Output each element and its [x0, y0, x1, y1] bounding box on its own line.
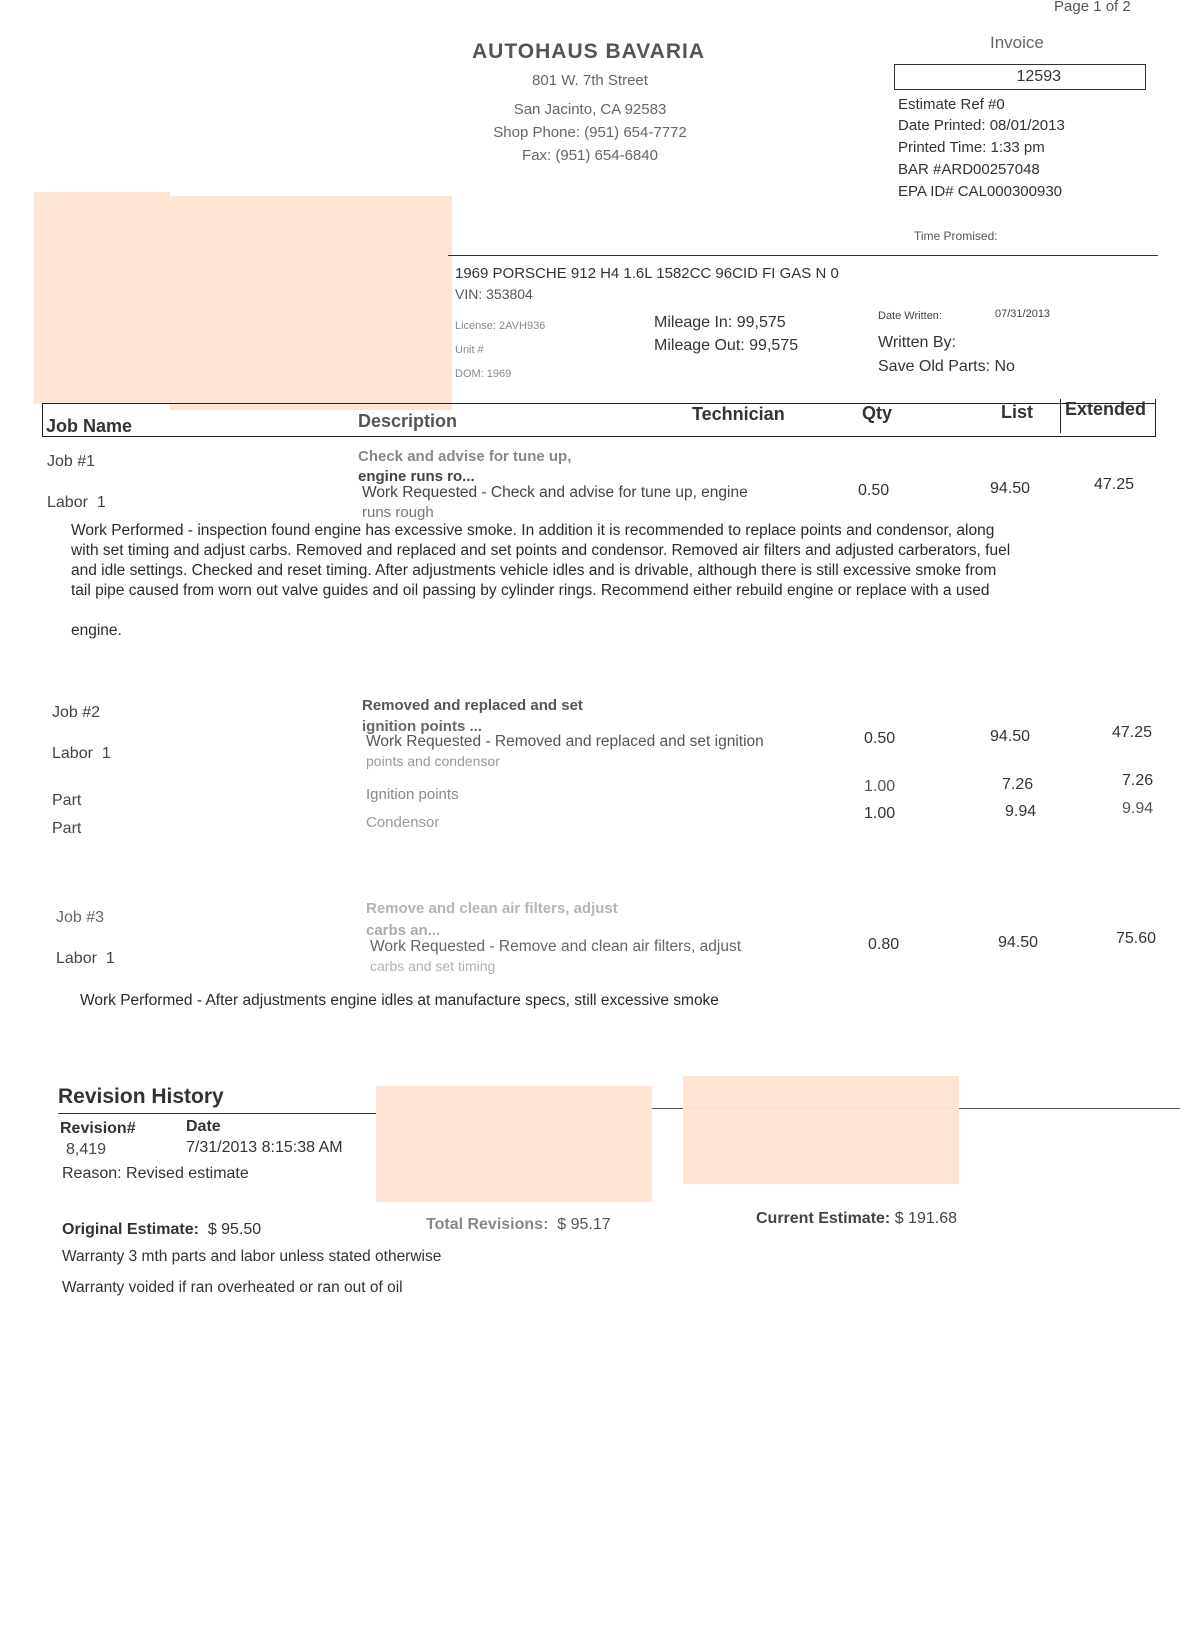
work-requested: runs rough — [362, 504, 434, 521]
labor-qty: 0.50 — [858, 482, 890, 499]
vehicle-dom: DOM: 1969 — [455, 368, 512, 380]
warranty-line: Warranty 3 mth parts and labor unless stated otherwise — [62, 1248, 442, 1265]
revision-reason-label: Reason: — [62, 1165, 122, 1182]
redaction-block — [170, 196, 452, 410]
labor-extended: 47.25 — [1112, 724, 1153, 741]
job-description: Remove and clean air filters, adjust — [366, 900, 618, 917]
job-description: carbs an... — [366, 922, 441, 939]
mileage-out: Mileage Out: 99,575 — [654, 337, 799, 354]
labor-text: Labor — [52, 745, 93, 762]
labor-count: 1 — [105, 950, 115, 967]
redaction-block — [34, 192, 170, 404]
work-requested: points and condensor — [366, 753, 500, 769]
warranty-line: Warranty voided if ran overheated or ran out of oil — [62, 1279, 403, 1296]
labor-list: 94.50 — [990, 728, 1031, 745]
work-performed: and idle settings. Checked and reset timing. After adjustments vehicle idles and is drivable, although there is still excessive smoke from — [71, 562, 997, 579]
revision-number: 8,419 — [66, 1141, 107, 1158]
work-requested: Work Requested - Check and advise for tune up, engine — [362, 484, 748, 501]
col-list: List — [1001, 402, 1034, 422]
job-description: ignition points ... — [362, 718, 482, 735]
bar-number: BAR #ARD00257048 — [898, 161, 1040, 178]
date-printed: Date Printed: 08/01/2013 — [898, 117, 1065, 134]
work-performed: Work Performed - inspection found engine has excessive smoke. In addition it is recommended to replace points and condensor, along — [71, 522, 995, 539]
printed-time: Printed Time: 1:33 pm — [898, 139, 1045, 156]
labor-text: Labor — [47, 494, 88, 511]
original-estimate-value: $ 95.50 — [207, 1221, 262, 1238]
col-job-name: Job Name — [46, 416, 133, 436]
work-requested: carbs and set timing — [370, 958, 496, 974]
vehicle-license: License: 2AVH936 — [455, 320, 546, 332]
part-extended: 7.26 — [1122, 772, 1154, 789]
part-qty: 1.00 — [864, 805, 896, 822]
current-estimate-label: Current Estimate: — [756, 1210, 891, 1227]
part-description: Ignition points — [366, 786, 459, 803]
revision-reason-value: Revised estimate — [126, 1165, 249, 1182]
table-header-right — [1155, 399, 1156, 437]
labor-text: Labor — [56, 950, 97, 967]
part-extended: 9.94 — [1122, 800, 1154, 817]
original-estimate — [62, 1221, 261, 1239]
table-header-divider — [1060, 399, 1061, 433]
work-performed: tail pipe caused from worn out valve guides and oil passing by cylinder rings. Recommend either rebuild engine or replace with a used — [71, 582, 990, 599]
vehicle-title: 1969 PORSCHE 912 H4 1.6L 1582CC 96CID FI GAS N 0 — [455, 265, 839, 282]
part-description: Condensor — [366, 814, 440, 831]
labor-qty: 0.50 — [864, 730, 896, 747]
labor-count: 1 — [101, 745, 111, 762]
labor-label — [52, 745, 111, 763]
work-requested: Work Requested - Remove and clean air filters, adjust — [370, 938, 742, 955]
shop-street: 801 W. 7th Street — [532, 72, 648, 89]
job-description: Check and advise for tune up, — [358, 448, 572, 465]
page-label: Page 1 of 2 — [1054, 0, 1131, 15]
part-list: 9.94 — [1005, 803, 1037, 820]
invoice-label: Invoice — [990, 33, 1044, 52]
mileage-in: Mileage In: 99,575 — [654, 314, 786, 331]
date-written-label: Date Written: — [878, 310, 942, 322]
invoice-number: 12593 — [1016, 68, 1061, 85]
part-list: 7.26 — [1002, 776, 1034, 793]
labor-label — [56, 950, 115, 968]
job-name: Job #1 — [47, 453, 96, 470]
part-qty: 1.00 — [864, 778, 896, 795]
revision-underline — [58, 1113, 376, 1114]
shop-fax: Fax: (951) 654-6840 — [522, 147, 658, 164]
labor-extended: 47.25 — [1094, 476, 1135, 493]
labor-list: 94.50 — [998, 934, 1039, 951]
vehicle-unit: Unit # — [455, 344, 484, 356]
current-estimate — [756, 1210, 957, 1228]
col-extended: Extended — [1065, 399, 1147, 419]
work-performed: Work Performed - After adjustments engine idles at manufacture specs, still excessive smoke — [80, 992, 719, 1009]
redaction-block — [683, 1076, 959, 1184]
separator-line — [448, 255, 1158, 256]
epa-id: EPA ID# CAL000300930 — [898, 183, 1063, 200]
vehicle-vin: VIN: 353804 — [455, 286, 533, 302]
job-name: Job #3 — [56, 909, 105, 926]
work-performed: with set timing and adjust carbs. Removed and replaced and set points and condensor. Removed air filters and adjusted carberators, fuel — [71, 542, 1011, 559]
table-header-top — [42, 403, 1156, 404]
col-technician: Technician — [692, 404, 785, 424]
revision-col-number: Revision# — [60, 1120, 136, 1137]
labor-count: 1 — [96, 494, 106, 511]
revision-date: 7/31/2013 8:15:38 AM — [186, 1139, 343, 1156]
job-description: Removed and replaced and set — [362, 697, 583, 714]
work-requested: Work Requested - Removed and replaced and set ignition — [366, 733, 764, 750]
estimate-ref: Estimate Ref #0 — [898, 96, 1005, 113]
save-old-parts: Save Old Parts: No — [878, 358, 1015, 375]
work-performed: engine. — [71, 622, 122, 639]
labor-qty: 0.80 — [868, 936, 900, 953]
shop-name: AUTOHAUS BAVARIA — [472, 40, 706, 63]
revision-col-date: Date — [186, 1118, 221, 1135]
invoice-number-box — [894, 64, 1146, 90]
time-promised: Time Promised: — [914, 229, 998, 243]
total-revisions — [426, 1216, 611, 1234]
date-written-value: 07/31/2013 — [995, 308, 1051, 320]
col-description: Description — [358, 411, 458, 431]
current-estimate-value: $ 191.68 — [894, 1210, 957, 1227]
redaction-block — [376, 1086, 652, 1202]
written-by: Written By: — [878, 334, 956, 351]
shop-phone: Shop Phone: (951) 654-7772 — [493, 124, 687, 141]
table-header-bottom — [42, 436, 1156, 437]
shop-city: San Jacinto, CA 92583 — [513, 101, 667, 118]
labor-label — [47, 494, 106, 512]
total-revisions-value: $ 95.17 — [557, 1216, 611, 1233]
revision-heading: Revision History — [58, 1085, 224, 1108]
job-name: Job #2 — [52, 704, 101, 721]
table-header-left — [42, 403, 43, 437]
labor-extended: 75.60 — [1116, 930, 1157, 947]
original-estimate-label: Original Estimate: — [62, 1221, 199, 1238]
part-label: Part — [52, 792, 82, 809]
part-label: Part — [52, 820, 82, 837]
total-revisions-label: Total Revisions: — [426, 1216, 549, 1233]
revision-reason — [62, 1165, 249, 1183]
col-qty: Qty — [862, 403, 893, 423]
labor-list: 94.50 — [990, 480, 1031, 497]
job-description: engine runs ro... — [358, 468, 475, 485]
